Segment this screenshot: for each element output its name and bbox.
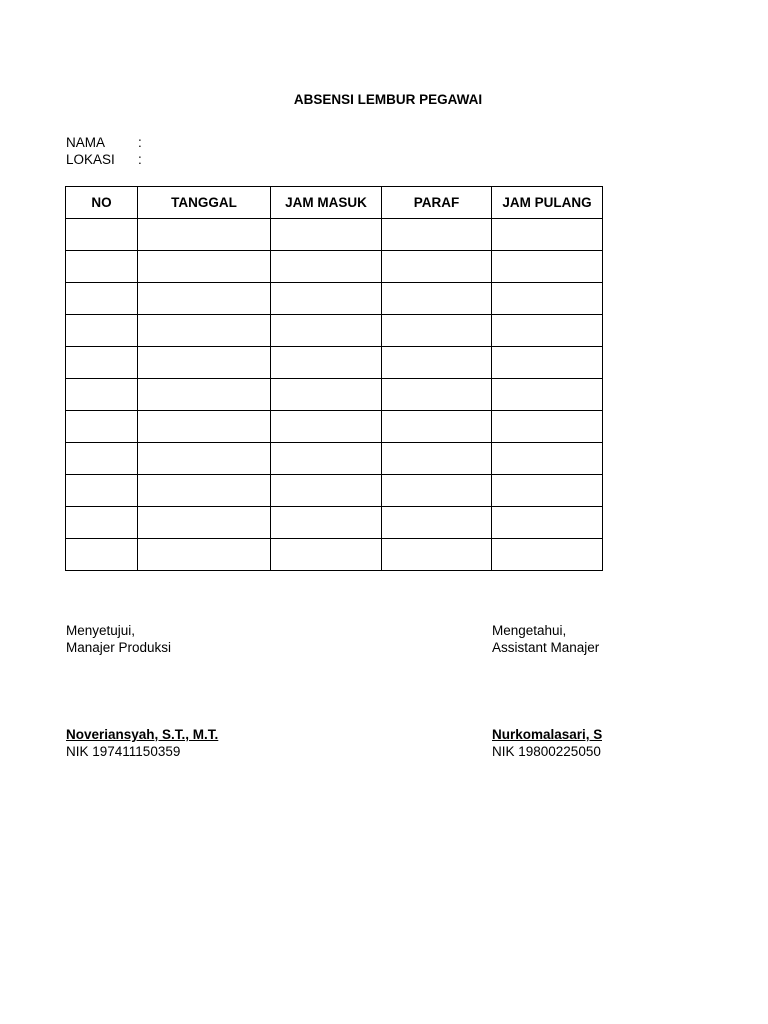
table-cell[interactable] [271,379,382,411]
table-row [66,283,603,315]
table-cell[interactable] [66,539,138,571]
table-cell[interactable] [492,219,603,251]
table-row [66,251,603,283]
table-cell[interactable] [138,443,271,475]
table-cell[interactable] [271,347,382,379]
header-paraf: PARAF [382,187,492,219]
header-jam-masuk: JAM MASUK [271,187,382,219]
table-cell[interactable] [382,251,492,283]
table-cell[interactable] [138,539,271,571]
header-no: NO [66,187,138,219]
table-cell[interactable] [66,411,138,443]
table-cell[interactable] [271,411,382,443]
header-jam-pulang: JAM PULANG [492,187,603,219]
signature-left-approval: Menyetujui, [66,623,136,638]
table-cell[interactable] [138,251,271,283]
table-cell[interactable] [138,475,271,507]
table-cell[interactable] [492,475,603,507]
table-cell[interactable] [492,347,603,379]
table-cell[interactable] [492,315,603,347]
table-cell[interactable] [271,507,382,539]
table-cell[interactable] [492,283,603,315]
table-cell[interactable] [66,283,138,315]
table-cell[interactable] [66,315,138,347]
field-nama-label: NAMA [66,135,106,150]
table-cell[interactable] [271,283,382,315]
table-cell[interactable] [382,443,492,475]
signature-right-name: Nurkomalasari, S [492,727,602,742]
signature-left-nik: NIK 197411150359 [66,744,181,759]
table-cell[interactable] [66,347,138,379]
field-lokasi-label: LOKASI [66,152,115,167]
table-cell[interactable] [271,475,382,507]
table-row [66,379,603,411]
signature-left-position: Manajer Produksi [66,640,172,655]
signature-right [492,622,602,760]
table-cell[interactable] [138,347,271,379]
signature-left [66,622,366,760]
table-cell[interactable] [382,507,492,539]
field-lokasi-colon: : [138,152,142,167]
table-cell[interactable] [66,379,138,411]
table-cell[interactable] [492,379,603,411]
table-cell[interactable] [382,475,492,507]
table-row [66,315,603,347]
table-cell[interactable] [382,315,492,347]
table-cell[interactable] [492,507,603,539]
table-header-row [66,187,603,219]
table-cell[interactable] [382,283,492,315]
table-cell[interactable] [138,219,271,251]
table-cell[interactable] [492,443,603,475]
table-cell[interactable] [271,539,382,571]
table-row [66,347,603,379]
table-row [66,219,603,251]
table-cell[interactable] [271,219,382,251]
table-cell[interactable] [382,347,492,379]
signature-right-space [492,656,602,726]
table-cell[interactable] [66,219,138,251]
document-title: ABSENSI LEMBUR PEGAWAI [293,92,483,107]
signature-right-position: Assistant Manajer [492,640,600,655]
table-cell[interactable] [382,379,492,411]
table-cell[interactable] [66,507,138,539]
attendance-table [65,186,603,571]
table-body [66,219,603,571]
table-cell[interactable] [66,443,138,475]
table-row [66,539,603,571]
table-cell[interactable] [382,411,492,443]
signature-right-acknowledge: Mengetahui, [492,623,567,638]
table-cell[interactable] [382,219,492,251]
table-cell[interactable] [138,315,271,347]
table-row [66,475,603,507]
table-cell[interactable] [382,539,492,571]
table-cell[interactable] [138,411,271,443]
table-cell[interactable] [271,251,382,283]
signature-left-name: Noveriansyah, S.T., M.T. [66,727,219,742]
table-cell[interactable] [492,251,603,283]
table-cell[interactable] [271,443,382,475]
table-cell[interactable] [66,251,138,283]
table-cell[interactable] [138,507,271,539]
table-cell[interactable] [138,283,271,315]
header-tanggal: TANGGAL [138,187,271,219]
table-cell[interactable] [492,539,603,571]
signature-left-space [66,656,366,726]
table-cell[interactable] [492,411,603,443]
table-row [66,411,603,443]
table-row [66,507,603,539]
table-cell[interactable] [138,379,271,411]
field-nama-colon: : [138,135,142,150]
signature-right-nik: NIK 19800225050 [492,744,601,759]
table-cell[interactable] [66,475,138,507]
table-row [66,443,603,475]
table-cell[interactable] [271,315,382,347]
